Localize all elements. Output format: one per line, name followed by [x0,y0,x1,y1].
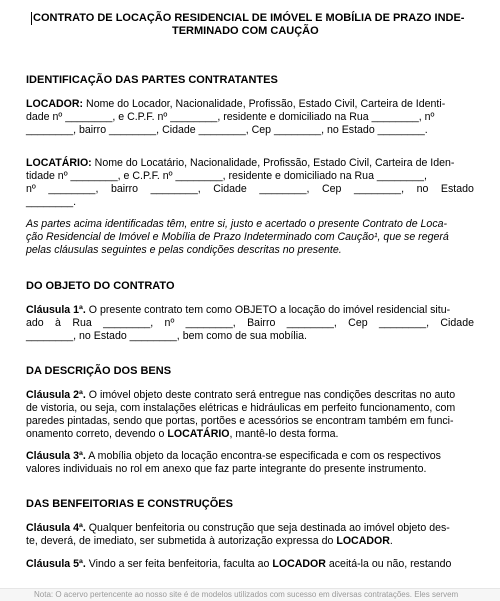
clause4-text2a: te, deverá, de imediato, ser submetida à autorização expressa do [26,535,337,547]
text-cursor [31,12,32,25]
clause1-line2 [26,317,474,330]
clause1-line1 [26,304,450,317]
locatario-word: ________, [353,183,405,195]
clause1-label: Cláusula 1ª. [26,304,86,316]
locatario-line1 [26,157,454,170]
section-heading-parties: IDENTIFICAÇÃO DAS PARTES CONTRATANTES [26,74,278,86]
clause4-text2c: . [389,535,393,547]
clause4-line1 [26,522,450,535]
locatario-word: nº [26,183,36,195]
intro-line2: ção Residencial de Imóvel e Mobília de Prazo Indeterminado com Caução¹, que se regerá [26,231,449,243]
clause1-word: nº [164,317,175,329]
clause1-word: ado [26,317,44,329]
clause2-line2: de vistoria, ou seja, com instalações elétricas e hidráulicas em perfeito funcionamento, com [26,402,456,414]
clause5-text1c: aceitá-la ou não, restando [325,558,452,570]
clause5-text1a: Vindo a ser feita benfeitoria, faculta ao [85,558,273,570]
clause1-word: Bairro [247,317,276,329]
clause4-locador: LOCADOR [336,535,390,547]
clause2-text4c: , mantê-lo desta forma. [229,428,339,440]
locatario-word: bairro [110,183,139,195]
clause1-word: ________, [286,317,337,329]
locatario-line3 [26,183,474,196]
locatario-word: no [416,183,429,195]
footer-note: Nota: O acervo pertencente ao nosso site é de modelos utilizados com sucesso em diversas contratações. Eles servem [34,590,459,599]
clause1-word: Rua [72,317,92,329]
clause1-word: à [55,317,61,329]
clause2-line3: paredes pintadas, sendo que portas, portões e acessórios se encontram também em funci- [26,415,454,427]
locatario-line2: tidade nº ________, e C.P.F. nº ________, residente e domiciliado na Rua ________, [26,170,427,182]
clause4-text1: Qualquer benfeitoria ou construção que seja destinada ao imóvel objeto des- [85,522,450,534]
section-heading-objeto: DO OBJETO DO CONTRATO [26,280,175,292]
locador-line1 [26,98,445,111]
clause5-line1 [26,558,451,571]
clause3-text1: A mobília objeto da locação encontra-se especificada e com os respectivos [85,450,441,462]
clause1-word: Cep [348,317,368,329]
footer-note-strip [0,588,500,601]
clause1-text1: O presente contrato tem como OBJETO a locação do imóvel residencial situ- [85,304,451,316]
locatario-word: Cidade [213,183,247,195]
locatario-line4: ________. [26,196,77,208]
clause3-line2: valores individuais no rol em anexo que faz parte integrante do presente instrumento. [26,463,427,475]
locatario-word: ________, [259,183,310,195]
clause1-word: ________, [378,317,430,329]
clause2-locatario: LOCATÁRIO [167,428,230,440]
clause4-line2 [26,535,393,548]
clause2-line4 [26,428,338,441]
locador-line3: ________, bairro ________, Cidade ________, Cep ________, no Estado ________. [26,124,428,136]
locatario-text1: Nome do Locatário, Nacionalidade, Profissão, Estado Civil, Carteira de Iden- [91,157,455,169]
intro-line1: As partes acima identificadas têm, entre si, justo e acertado o presente Contrato de Loca- [26,218,448,230]
clause2-text1: O imóvel objeto deste contrato será entregue nas condições descritas no auto [85,389,456,401]
locatario-label: LOCATÁRIO: [26,157,92,169]
section-heading-benfeitorias: DAS BENFEITORIAS E CONSTRUÇÕES [26,498,233,510]
clause1-word: ________, [103,317,154,329]
clause3-label: Cláusula 3ª. [26,450,86,462]
document-title-line1: CONTRATO DE LOCAÇÃO RESIDENCIAL DE IMÓVEL E MOBÍLIA DE PRAZO INDE- [33,12,465,24]
locatario-word: Cep [321,183,342,195]
clause5-locador: LOCADOR [272,558,326,570]
clause1-line3: ________, no Estado ________, bem como de sua mobília. [26,330,307,342]
locador-label: LOCADOR: [26,98,84,110]
clause5-label: Cláusula 5ª. [26,558,86,570]
locador-line2: dade nº ________, e C.P.F. nº ________, residente e domiciliado na Rua ________, nº [26,111,435,123]
clause2-line1 [26,389,455,402]
locatario-word: ________, [48,183,99,195]
clause3-line1 [26,450,441,463]
clause1-word: Cidade [440,317,474,329]
locatario-word: Estado [440,183,474,195]
clause1-word: ________, [185,317,236,329]
document-title-line2: TERMINADO COM CAUÇÃO [172,25,319,37]
section-heading-descricao: DA DESCRIÇÃO DOS BENS [26,365,172,377]
clause4-label: Cláusula 4ª. [26,522,86,534]
intro-line3: pelas cláusulas seguintes e pelas condições descritas no presente. [26,244,342,256]
clause2-label: Cláusula 2ª. [26,389,86,401]
locatario-word: ________, [150,183,201,195]
locador-text1: Nome do Locador, Nacionalidade, Profissão, Estado Civil, Carteira de Identi- [83,98,446,110]
clause2-text4a: onamento correto, devendo o [26,428,168,440]
